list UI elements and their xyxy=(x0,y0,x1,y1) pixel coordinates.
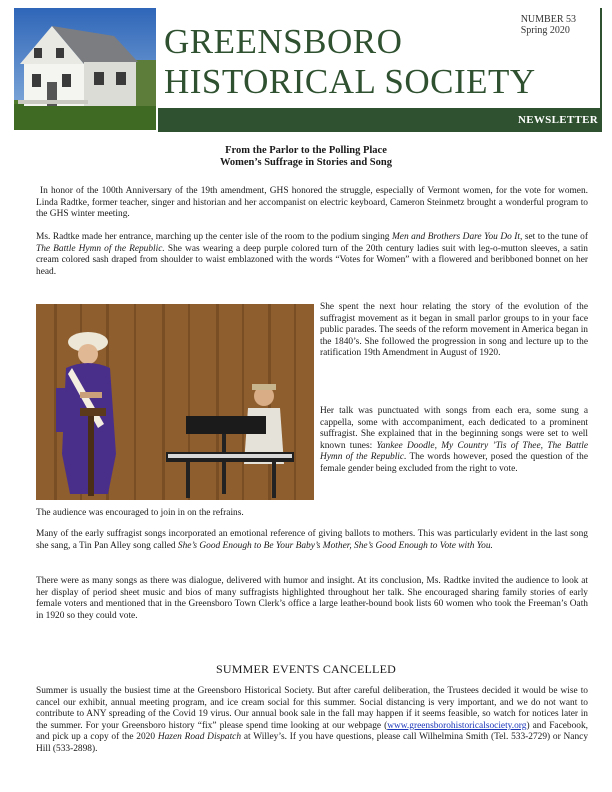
issue-date: Spring 2020 xyxy=(520,25,570,36)
summer-paragraph: Summer is usually the busiest time at the Greensboro Historical Society. But after careful deliberation, the Trustees decided it would be wise to cancel our exhibit, annual meeting program, and ice cream social for this summer. Social distancing is very important, and we do not want to contribute to ANY spreading of the Covid 19 virus. Our annual book sale in the fall may happen if it seems feasible, so watch for notices later in the summer. For your Greensboro history “fix” please spend time looking at our webpage (www.greensborohistoricalsociety.org) and Facebook, and pick up a copy of the 2020 Hazen Road Dispatch at Willey’s. If you have questions, please call Wilhelmina Smith (Tel. 533-2729) or Nancy Hill (533-2898). xyxy=(36,686,589,754)
article-paragraph-6: Many of the early suffragist songs incorporated an emotional reference of giving ballots to mothers. This was particularly evident in the last song she sang, a Tin Pan Alley song called She’s Good Enough to Be Your Baby’s Mother, She’s Good Enough to Vote with You. xyxy=(36,529,588,551)
summer-section-heading: SUMMER EVENTS CANCELLED xyxy=(216,662,396,676)
issue-info xyxy=(521,14,576,36)
article-paragraph-5: The audience was encouraged to join in on the refrains. xyxy=(36,508,244,518)
article-paragraph-2: Ms. Radtke made her entrance, marching up the center isle of the room to the podium singing Men and Brothers Dare You Do It, set to the tune of The Battle Hymn of the Republic. She was wearing a deep purple colored turn of the 20th century ladies suit with leg-o-mutton sleeves, a satin cream colored sash draped from shoulder to waist emblazoned with the words “Votes for Women” with a flowered and beribboned bonnet on her head. xyxy=(36,232,588,277)
article-paragraph-1: In honor of the 100th Anniversary of the 19th amendment, GHS honored the struggle, especially of Vermont women, for the vote for women. Linda Radtke, former teacher, singer and historian and her accompanist on electric keyboard, Cameron Steinmetz brought a wonderful program to the GHS winter meeting. xyxy=(36,186,588,220)
article-paragraph-3: She spent the next hour relating the story of the evolution of the suffragist movement as it began in small parlor groups to in your face public parades. The seeds of the reform movement in America began in the 1840’s. She followed the progression in song and lecture up to the ratification 19th Amendment in August of 1920. xyxy=(320,302,588,359)
masthead-title-line2: HISTORICAL SOCIETY xyxy=(164,62,536,101)
hazen-road-dispatch: Hazen Road Dispatch xyxy=(157,732,242,743)
newsletter-banner xyxy=(158,108,602,132)
website-link[interactable]: www.greensborohistoricalsociety.org xyxy=(387,720,527,731)
article-paragraph-4: Her talk was punctuated with songs from each era, some sung a cappella, some with accompaniment, each dedicated to a prominent suffragist. She explained that in the beginning songs were set to well known tunes: Yankee Doodle, My Country ’Tis of Thee, The Battle Hymn of the Republic. The words however, posed the question of the female gender being excluded from the right to vote. xyxy=(320,406,588,474)
article-paragraph-7: There were as many songs as there was dialogue, delivered with humor and insight. At its conclusion, Ms. Radtke invited the audience to look at her display of period sheet music and bios of many suffragists highlighted throughout her talk. She encouraged sharing family stories of early female voters and mentioned that in the Greensboro Town Clerk’s office a large leather-bound book lists 60 women who took the Freeman’s Oath in 1920 so they could vote. xyxy=(36,576,588,621)
article-title-line1: From the Parlor to the Polling Place xyxy=(225,145,387,156)
masthead-title-line1: GREENSBORO xyxy=(164,22,403,61)
issue-number: NUMBER 53 xyxy=(520,14,576,25)
banner-label: NEWSLETTER xyxy=(517,114,598,126)
house-photo xyxy=(14,8,156,130)
performance-photo xyxy=(36,304,314,500)
article-title-line2: Women’s Suffrage in Stories and Song xyxy=(219,157,392,168)
masthead xyxy=(158,8,602,120)
